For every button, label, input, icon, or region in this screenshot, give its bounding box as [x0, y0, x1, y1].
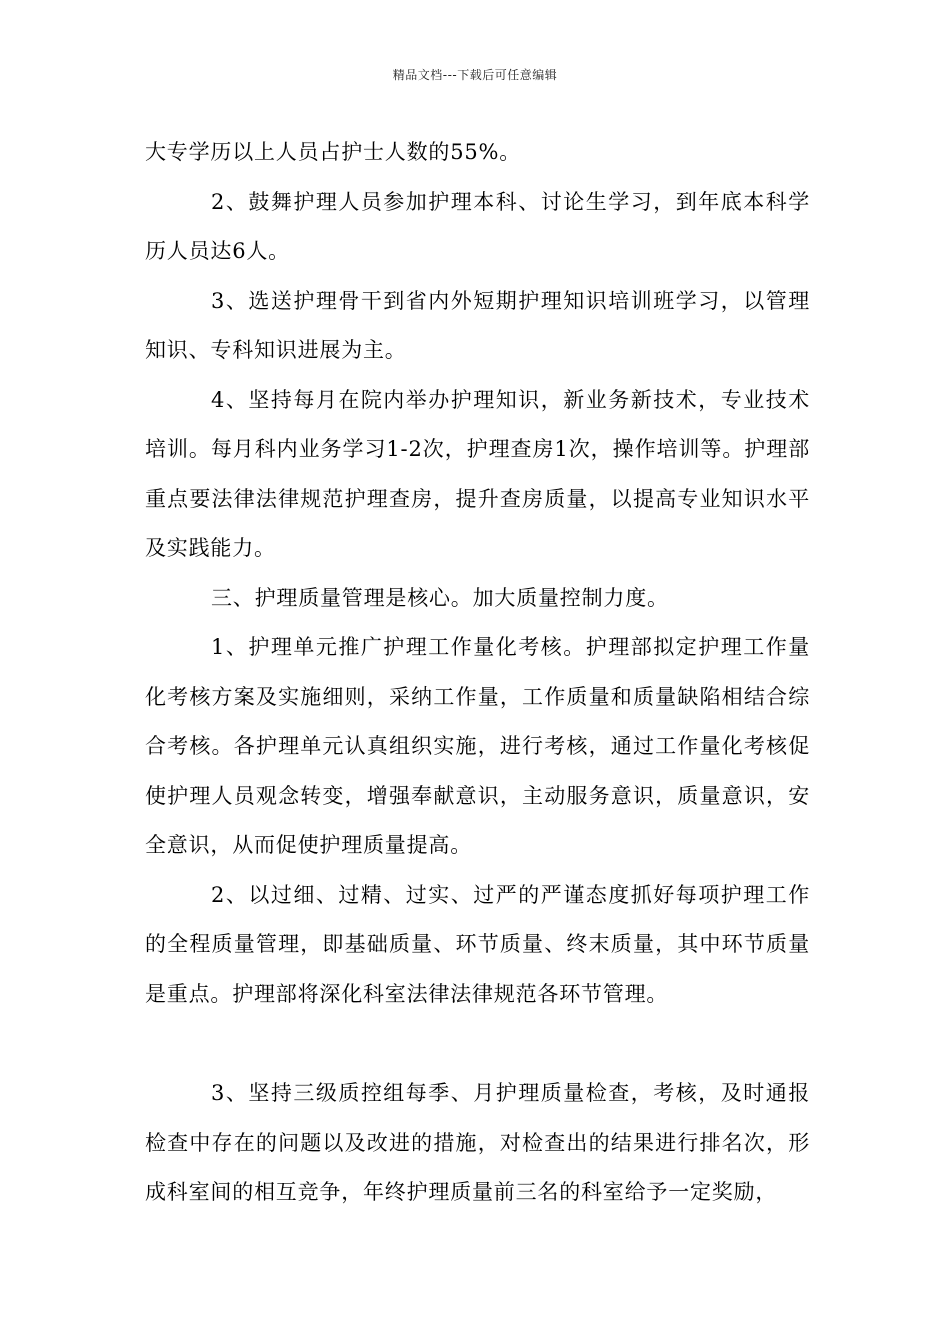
page-header: 精品文档---下载后可任意编辑 — [392, 68, 558, 82]
paragraph-item-3: 3、选送护理骨干到省内外短期护理知识培训班学习，以管理知识、专科知识进展为主。 — [145, 288, 810, 362]
paragraph-quality-2: 2、以过细、过精、过实、过严的严谨态度抓好每项护理工作的全程质量管理，即基础质量、环节质量、终末质量，其中环节质量是重点。护理部将深化科室法律法律规范各环节管理。 — [145, 882, 810, 1006]
paragraph-continuation: 大专学历以上人员占护士人数的55%。 — [145, 140, 522, 164]
paragraph-item-4: 4、坚持每月在院内举办护理知识，新业务新技术，专业技术培训。每月科内业务学习1-2次，护理查房1次，操作培训等。护理部重点要法律法律规范护理查房，提升查房质量，以提高专业知识水平及实践能力。 — [145, 387, 810, 560]
paragraph-quality-1: 1、护理单元推广护理工作量化考核。护理部拟定护理工作量化考核方案及实施细则，采纳工作量，工作质量和质量缺陷相结合综合考核。各护理单元认真组织实施，进行考核，通过工作量化考核促使护理人员观念转变，增强奉献意识，主动服务意识，质量意识，安全意识，从而促使护理质量提高。 — [145, 635, 810, 857]
paragraph-quality-3: 3、坚持三级质控组每季、月护理质量检查，考核，及时通报检查中存在的问题以及改进的措施，对检查出的结果进行排名次，形成科室间的相互竞争，年终护理质量前三名的科室给予一定奖励， — [145, 1081, 810, 1204]
paragraph-item-2: 2、鼓舞护理人员参加护理本科、讨论生学习，到年底本科学历人员达6人。 — [145, 189, 810, 263]
section-heading-3: 三、护理质量管理是核心。加大质量控制力度。 — [211, 585, 669, 610]
paragraph-gap — [145, 1019, 810, 1069]
document-body — [145, 128, 810, 1218]
